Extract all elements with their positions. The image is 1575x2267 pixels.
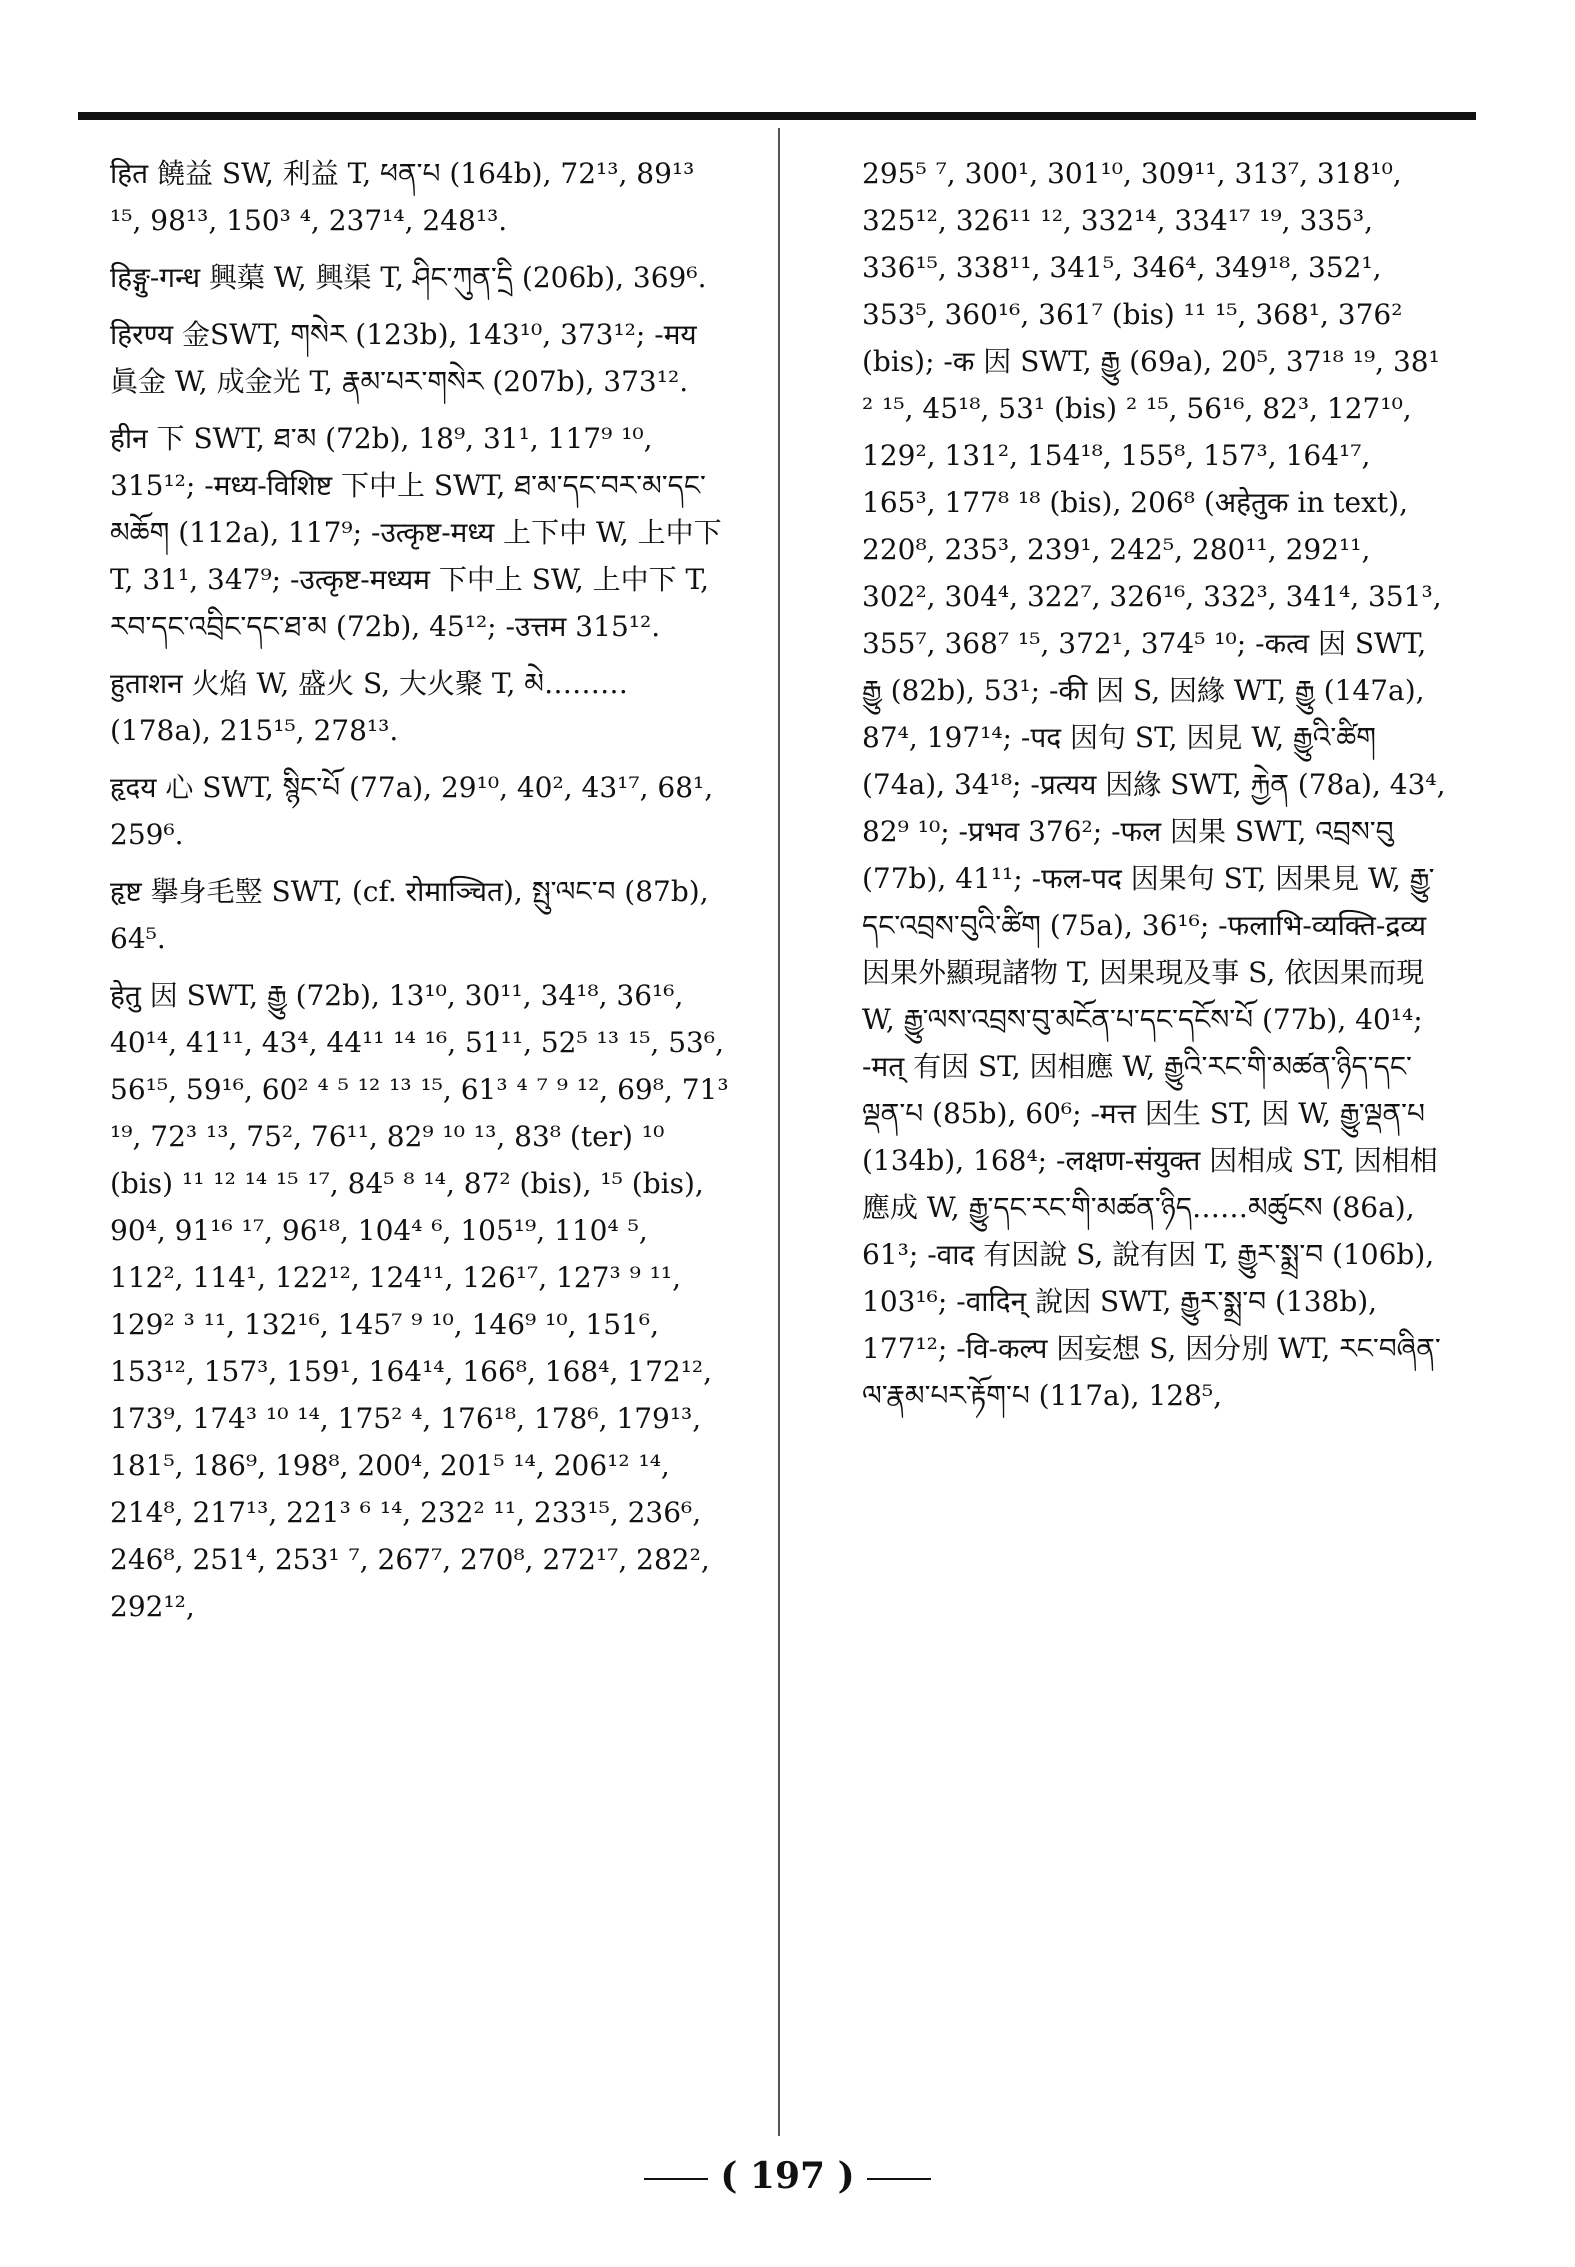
entry-hina: हीन 下 SWT, ཐ་མ (72b), 18⁹, 31¹, 117⁹ ¹⁰, 315¹²; -मध्य-विशिष्ट 下中上 SWT, ཐ་མ་དང་བར་མ་དང་མཆོག (112a), 117⁹; -उत्कृष्ट-मध्य 上下中 W, 上中下 T, 31¹, 347⁹; -उत्कृष्ट-मध्यम 下中上 SW, 上中下 T, རབ་དང་འབྲིང་དང་ཐ་མ (72b), 45¹²; -उत्तम 315¹².: [110, 422, 722, 643]
entry-hiranya: हिरण्य 金SWT, གསེར (123b), 143¹⁰, 373¹²; -मय 眞金 W, 成金光 T, རྣམ་པར་གསེར (207b), 373¹².: [110, 318, 697, 398]
right-column: [862, 150, 1452, 1429]
entry-hrdaya: हृदय 心 SWT, སྙིང་པོ (77a), 29¹⁰, 40², 43¹⁷, 68¹, 259⁶.: [110, 771, 714, 851]
left-column: [110, 150, 730, 1640]
entry-hetu: हेतु 因 SWT, རྒྱུ (72b), 13¹⁰, 30¹¹, 34¹⁸, 36¹⁶, 40¹⁴, 41¹¹, 43⁴, 44¹¹ ¹⁴ ¹⁶, 51¹¹, 52⁵ ¹³ ¹⁵, 53⁶, 56¹⁵, 59¹⁶, 60² ⁴ ⁵ ¹² ¹³ ¹⁵, 61³ ⁴ ⁷ ⁹ ¹², 69⁸, 71³ ¹⁹, 72³ ¹³, 75², 76¹¹, 82⁹ ¹⁰ ¹³, 83⁸ (ter) ¹⁰ (bis) ¹¹ ¹² ¹⁴ ¹⁵ ¹⁷, 84⁵ ⁸ ¹⁴, 87² (bis), ¹⁵ (bis), 90⁴, 91¹⁶ ¹⁷, 96¹⁸, 104⁴ ⁶, 105¹⁹, 110⁴ ⁵, 112², 114¹, 122¹², 124¹¹, 126¹⁷, 127³ ⁹ ¹¹, 129² ³ ¹¹, 132¹⁶, 145⁷ ⁹ ¹⁰, 146⁹ ¹⁰, 151⁶, 153¹², 157³, 159¹, 164¹⁴, 166⁸, 168⁴, 172¹², 173⁹, 174³ ¹⁰ ¹⁴, 175² ⁴, 176¹⁸, 178⁶, 179¹³, 181⁵, 186⁹, 198⁸, 200⁴, 201⁵ ¹⁴, 206¹² ¹⁴, 214⁸, 217¹³, 221³ ⁶ ¹⁴, 232² ¹¹, 233¹⁵, 236⁶, 246⁸, 251⁴, 253¹ ⁷, 267⁷, 270⁸, 272¹⁷, 282², 292¹²,: [110, 979, 729, 1623]
entry-hrsta: हृष्ट 擧身毛竪 SWT, (cf. रोमाञ्चित), སྤུ་ལང་བ (87b), 64⁵.: [110, 875, 709, 955]
header-rule: [78, 112, 1476, 120]
entry-hutashana: हुताशन 火焰 W, 盛火 S, 大火聚 T, མེ……… (178a), 215¹⁵, 278¹³.: [110, 667, 628, 747]
entry-hingu-gandha: हिङ्गु-गन्ध 興蕖 W, 興渠 T, ཤིང་ཀུན་དྲི (206b), 369⁶.: [110, 261, 707, 294]
entry-hita: हित 饒益 SW, 利益 T, ཕན་པ (164b), 72¹³, 89¹³ ¹⁵, 98¹³, 150³ ⁴, 237¹⁴, 248¹³.: [110, 157, 695, 237]
footer-dash-right: [867, 2178, 931, 2180]
page-number: 197: [749, 2155, 826, 2197]
entry-hetu-continued: 295⁵ ⁷, 300¹, 301¹⁰, 309¹¹, 313⁷, 318¹⁰, 325¹², 326¹¹ ¹², 332¹⁴, 334¹⁷ ¹⁹, 335³, 336¹⁵, 338¹¹, 341⁵, 346⁴, 349¹⁸, 352¹, 353⁵, 360¹⁶, 361⁷ (bis) ¹¹ ¹⁵, 368¹, 376² (bis); -क 因 SWT, རྒྱུ (69a), 20⁵, 37¹⁸ ¹⁹, 38¹ ² ¹⁵, 45¹⁸, 53¹ (bis) ² ¹⁵, 56¹⁶, 82³, 127¹⁰, 129², 131², 154¹⁸, 155⁸, 157³, 164¹⁷, 165³, 177⁸ ¹⁸ (bis), 206⁸ (अहेतुक in text), 220⁸, 235³, 239¹, 242⁵, 280¹¹, 292¹¹, 302², 304⁴, 322⁷, 326¹⁶, 332³, 341⁴, 351³, 355⁷, 368⁷ ¹⁵, 372¹, 374⁵ ¹⁰; -कत्व 因 SWT, རྒྱུ (82b), 53¹; -की 因 S, 因緣 WT, རྒྱུ (147a), 87⁴, 197¹⁴; -पद 因句 ST, 因見 W, རྒྱུའི་ཚིག (74a), 34¹⁸; -प्रत्यय 因緣 SWT, རྐྱེན (78a), 43⁴, 82⁹ ¹⁰; -प्रभव 376²; -फल 因果 SWT, འབྲས་བུ (77b), 41¹¹; -फल-पद 因果句 ST, 因果見 W, རྒྱུ་དང་འབྲས་བུའི་ཚིག (75a), 36¹⁶; -फलाभि-व्यक्ति-द्रव्य 因果外顯現諸物 T, 因果現及事 S, 依因果而現 W, རྒྱུ་ལས་འབྲས་བུ་མངོན་པ་དང་དངོས་པོ (77b), 40¹⁴; -मत् 有因 ST, 因相應 W, རྒྱུའི་རང་གི་མཚན་ཉིད་དང་ལྡན་པ (85b), 60⁶; -मत्त 因生 ST, 因 W, རྒྱུ་ལྡན་པ (134b), 168⁴; -लक्षण-संयुक्त 因相成 ST, 因相相應成 W, རྒྱུ་དང་རང་གི་མཚན་ཉིད……མཚུངས (86a), 61³; -वाद 有因說 S, 說有因 T, རྒྱུར་སྨྲ་བ (106b), 103¹⁶; -वादिन् 說因 SWT, རྒྱུར་སྨྲ་བ (138b), 177¹²; -वि-कल्प 因妄想 S, 因分別 WT, རང་བཞིན་ལ་རྣམ་པར་རྟོག་པ (117a), 128⁵,: [862, 157, 1446, 1412]
footer-dash-left: [644, 2178, 708, 2180]
page-number-footer: ( 197 ): [0, 2155, 1575, 2197]
column-divider: [778, 128, 780, 2136]
